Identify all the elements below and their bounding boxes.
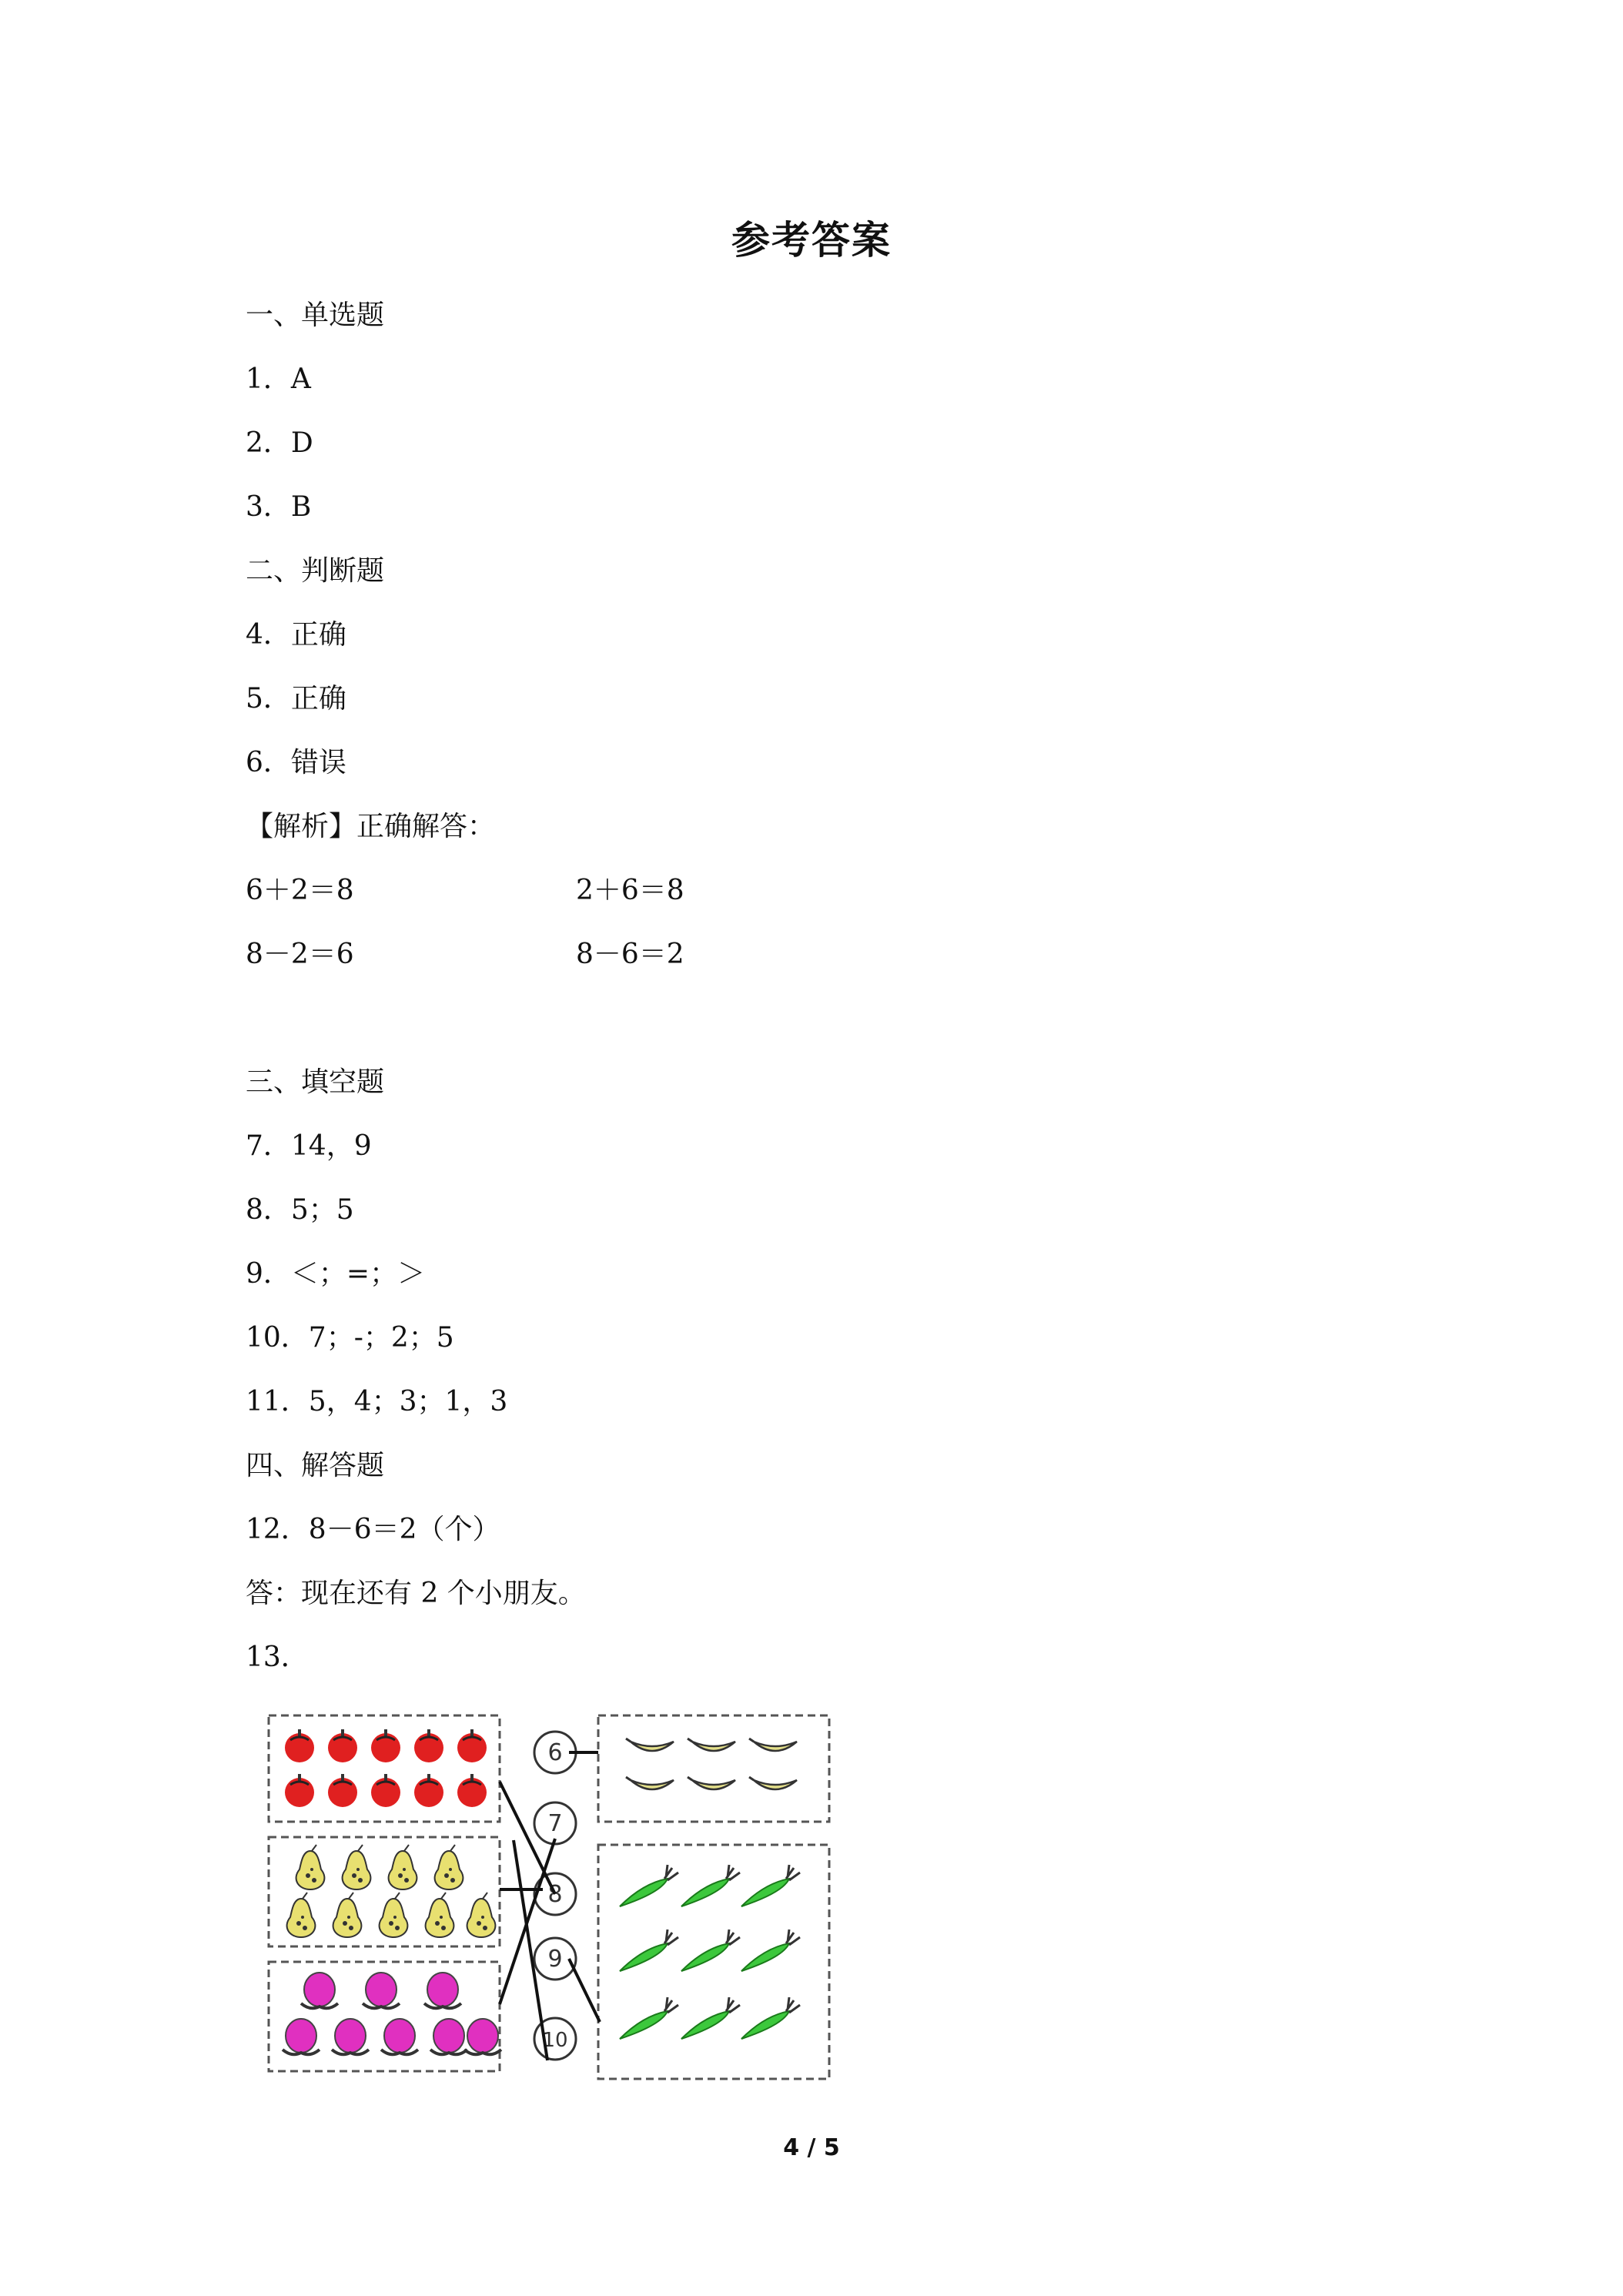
apple-icon — [371, 1774, 400, 1807]
peach-icon — [424, 1973, 461, 2008]
carrot-icon — [620, 1997, 678, 2039]
page-number: 4 / 5 — [783, 2134, 840, 2161]
number-label: 8 — [547, 1881, 563, 1908]
answer-line: 9．＜；=；＞ — [246, 1258, 426, 1290]
pear-icon — [343, 1845, 371, 1889]
answer-line: 1．A — [246, 363, 311, 395]
pear-icon — [389, 1845, 417, 1889]
pear-icon — [426, 1893, 454, 1937]
pear-icon — [296, 1845, 325, 1889]
apple-icon — [328, 1729, 357, 1762]
carrot-icon — [620, 1930, 678, 1971]
answer-line: 答：现在还有 2 个小朋友。 — [246, 1578, 586, 1609]
apple-icon — [457, 1729, 487, 1762]
section-heading-2: 二、判断题 — [246, 555, 385, 587]
section-heading-1: 一、单选题 — [246, 300, 385, 331]
carrot-icon — [741, 1930, 800, 1971]
answer-line: 2．D — [246, 427, 313, 459]
answer-line: 10．7；-；2；5 — [246, 1322, 454, 1354]
peach-icon — [430, 2019, 467, 2054]
carrot-icon — [741, 1997, 800, 2039]
pear-icon — [380, 1893, 408, 1937]
equation: 2＋6＝8 — [576, 875, 684, 906]
carrot-icon — [681, 1930, 740, 1971]
carrot-icon — [620, 1865, 678, 1906]
peach-icon — [283, 2019, 320, 2054]
pear-icon — [435, 1845, 463, 1889]
answer-line: 5．正确 — [246, 683, 346, 715]
answer-line: 8．5；5 — [246, 1194, 354, 1226]
answer-line: 7．14，9 — [246, 1130, 372, 1162]
line-9-carrot — [569, 1959, 600, 2022]
peach-icon — [301, 1973, 338, 2008]
answer-line: 11．5，4；3；1，3 — [246, 1386, 508, 1417]
apple-icon — [414, 1729, 443, 1762]
banana-icon — [688, 1739, 735, 1751]
answer-line: 13． — [246, 1642, 309, 1673]
peach-icon — [332, 2019, 369, 2054]
section-heading-3: 三、填空题 — [246, 1066, 385, 1098]
answer-line: 3．B — [246, 491, 312, 523]
number-label: 6 — [547, 1739, 563, 1766]
pear-icon — [333, 1893, 362, 1937]
matching-figure — [258, 1708, 832, 2093]
apple-icon — [285, 1729, 314, 1762]
peach-icon — [363, 1973, 400, 2008]
apple-icon — [285, 1774, 314, 1807]
apple-icon — [457, 1774, 487, 1807]
equation: 8－6＝2 — [576, 939, 684, 970]
banana-icon — [749, 1739, 797, 1751]
answer-line: 4．正确 — [246, 619, 346, 651]
number-label: 10 — [542, 2029, 568, 2052]
pear-icon — [287, 1893, 316, 1937]
banana-icon — [688, 1777, 735, 1789]
banana-icon — [626, 1777, 674, 1789]
answer-line: 6．错误 — [246, 747, 346, 778]
banana-icon — [749, 1777, 797, 1789]
number-label: 7 — [547, 1810, 563, 1837]
analysis-label: 【解析】正确解答： — [246, 811, 496, 842]
carrot-icon — [681, 1865, 740, 1906]
carrot-icon — [681, 1997, 740, 2039]
answer-line: 12．8－6＝2（个） — [246, 1514, 500, 1545]
banana-box — [598, 1715, 829, 1822]
equation: 8－2＝6 — [246, 939, 354, 970]
apple-icon — [328, 1774, 357, 1807]
banana-icon — [626, 1739, 674, 1751]
pear-icon — [467, 1893, 496, 1937]
peach-icon — [464, 2019, 501, 2054]
carrot-icon — [741, 1865, 800, 1906]
apple-icon — [414, 1774, 443, 1807]
peach-icon — [381, 2019, 418, 2054]
apple-icon — [371, 1729, 400, 1762]
section-heading-4: 四、解答题 — [246, 1450, 385, 1481]
page-title: 参考答案 — [731, 218, 892, 263]
equation: 6＋2＝8 — [246, 875, 354, 906]
number-label: 9 — [547, 1946, 563, 1973]
